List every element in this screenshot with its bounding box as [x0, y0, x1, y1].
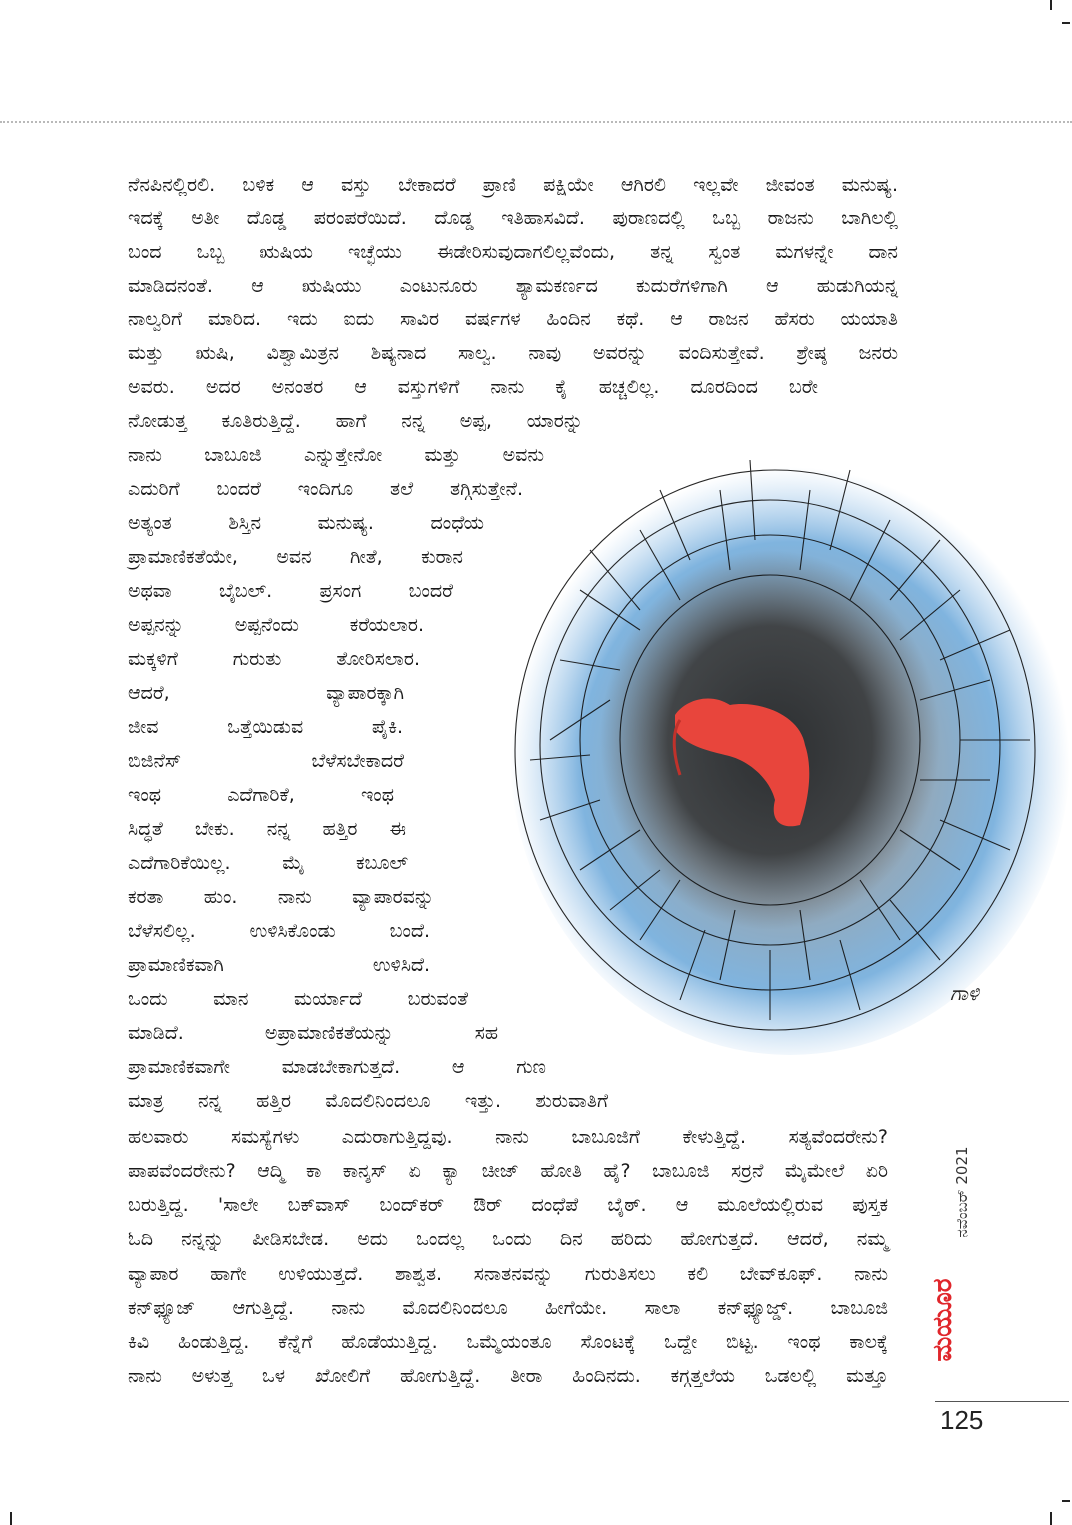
body-line: ಬರುತ್ತಿದ್ದ. 'ಸಾಲೇ ಬಕ್‌ವಾಸ್ ಬಂದ್‌ಕರ್ ಔರ್ ದಂಧೆಪೆ ಬೈಠ್. ಆ ಮೂಲೆಯಲ್ಲಿರುವ ಪುಸ್ತಕ: [128, 1194, 888, 1216]
body-line: ಅಥವಾ ಬೈಬಲ್. ಪ್ರಸಂಗ ಬಂದರೆ: [128, 580, 453, 602]
body-line: ಅಪ್ಪನನ್ನು ಅಪ್ಪನೆಂದು ಕರೆಯಲಾರ.: [128, 614, 424, 636]
signature: ಗಾಳಿ: [950, 981, 979, 1005]
body-line: ಪ್ರಾಮಾಣಿಕವಾಗೇ ಮಾಡಬೇಕಾಗುತ್ತದೆ. ಆ ಗುಣ: [128, 1056, 546, 1078]
body-line: ಸಿದ್ಧತೆ ಬೇಕು. ನನ್ನ ಹತ್ತಿರ ಈ: [128, 818, 406, 840]
body-line: ಕಿವಿ ಹಿಂಡುತ್ತಿದ್ದ. ಕೆನ್ನೆಗೆ ಹೊಡೆಯುತ್ತಿದ್ದ. ಒಮ್ಮೆಯಂತೂ ಸೊಂಟಕ್ಕೆ ಒದ್ದೇ ಬಿಟ್ಟ. ಇಂಥ ಕಾಲಕ್ಕೆ: [128, 1331, 888, 1353]
body-line: ಎದುರಿಗೆ ಬಂದರೆ ಇಂದಿಗೂ ತಲೆ ತಗ್ಗಿಸುತ್ತೇನೆ.: [128, 478, 523, 500]
body-line: ಬೆಳೆಸಲಿಲ್ಲ. ಉಳಿಸಿಕೊಂಡು ಬಂದೆ.: [128, 920, 430, 942]
page-number-rule: [935, 1401, 1069, 1402]
body-line: ಅತ್ಯಂತ ಶಿಸ್ತಿನ ಮನುಷ್ಯ. ದಂಧೆಯ: [128, 512, 484, 534]
page-number: 125: [940, 1405, 984, 1435]
body-line: ಹಲವಾರು ಸಮಸ್ಯೆಗಳು ಎದುರಾಗುತ್ತಿದ್ದವು. ನಾನು ಬಾಬೂಜಿಗೆ ಕೇಳುತ್ತಿದ್ದೆ. ಸತ್ಯವೆಂದರೇನು?: [128, 1126, 888, 1148]
body-line: ಇದಕ್ಕೆ ಅತೀ ದೊಡ್ಡ ಪರಂಪರೆಯಿದೆ. ದೊಡ್ಡ ಇತಿಹಾಸವಿದೆ. ಪುರಾಣದಲ್ಲಿ ಒಬ್ಬ ರಾಜನು ಬಾಗಿಲಲ್ಲಿ: [128, 207, 898, 229]
issue-month: ನವೆಂಬರ್ 2021: [953, 1146, 971, 1238]
body-line: ವ್ಯಾಪಾರ ಹಾಗೇ ಉಳಿಯುತ್ತದೆ. ಶಾಶ್ವತ. ಸನಾತನವನ್ನು ಗುರುತಿಸಲು ಕಲಿ ಬೇವ್‌ಕೂಫ್. ನಾನು: [128, 1263, 888, 1285]
crop-mark-bottom-right-v: [1050, 1512, 1052, 1525]
body-line: ಅವರು. ಅದರ ಅನಂತರ ಆ ವಸ್ತುಗಳಿಗೆ ನಾನು ಕೈ ಹಚ್ಚಲಿಲ್ಲ. ದೂರದಿಂದ ಬರೇ: [128, 376, 818, 398]
body-line: ಆದರೆ, ವ್ಯಾಪಾರಕ್ಕಾಗಿ: [128, 682, 404, 704]
body-line: ನೋಡುತ್ತ ಕೂತಿರುತ್ತಿದ್ದೆ. ಹಾಗೆ ನನ್ನ ಅಪ್ಪ, ಯಾರನ್ನು: [128, 410, 583, 432]
body-line: ಮಕ್ಕಳಿಗೆ ಗುರುತು ತೋರಿಸಲಾರ.: [128, 648, 420, 670]
body-line: ಬಿಜಿನೆಸ್ ಬೆಳೆಸಬೇಕಾದರೆ: [128, 750, 404, 772]
body-line: ನೆನಪಿನಲ್ಲಿರಲಿ. ಬಳಿಕ ಆ ವಸ್ತು ಬೇಕಾದರೆ ಪ್ರಾಣಿ ಪಕ್ಷಿಯೇ ಆಗಿರಲಿ ಇಲ್ಲವೇ ಜೀವಂತ ಮನುಷ್ಯ.: [128, 174, 898, 196]
body-line: ನಾನು ಬಾಬೂಜಿ ಎನ್ನುತ್ತೇನೋ ಮತ್ತು ಅವನು: [128, 444, 544, 466]
body-line: ಪಾಪವೆಂದರೇನು? ಆದ್ಮಿ ಕಾ ಕಾನ್ಶಸ್ ಏ ಕ್ಯಾ ಚೀಜ್ ಹೋತಿ ಹೈ? ಬಾಬೂಜಿ ಸರ್ರನೆ ಮೈಮೇಲೆ ಏರಿ: [128, 1160, 888, 1182]
crop-mark-top-right-v: [1050, 0, 1052, 10]
body-line: ಮತ್ತು ಋಷಿ, ವಿಶ್ವಾಮಿತ್ರನ ಶಿಷ್ಯನಾದ ಸಾಲ್ವ. ನಾವು ಅವರನ್ನು ವಂದಿಸುತ್ತೇವೆ. ಶ್ರೇಷ್ಠ ಜನರು: [128, 342, 898, 364]
body-line: ಪ್ರಾಮಾಣಿಕತೆಯೇ, ಅವನ ಗೀತೆ, ಕುರಾನ: [128, 546, 463, 568]
body-line: ಇಂಥ ಎದೆಗಾರಿಕೆ, ಇಂಥ: [128, 784, 394, 806]
crop-mark-top-right-h: [1062, 22, 1070, 24]
body-line: ಪ್ರಾಮಾಣಿಕವಾಗಿ ಉಳಿಸಿದೆ.: [128, 954, 430, 976]
body-line: ಕನ್‌ಫ್ಯೂಜ್ ಆಗುತ್ತಿದ್ದೆ. ನಾನು ಮೊದಲಿನಿಂದಲೂ ಹೀಗೆಯೇ. ಸಾಲಾ ಕನ್‌ಫ್ಯೂಜ್ಡ್. ಬಾಬೂಜಿ: [128, 1297, 888, 1319]
body-line: ಮಾಡಿದೆ. ಅಪ್ರಾಮಾಣಿಕತೆಯನ್ನು ಸಹ: [128, 1022, 498, 1044]
body-line: ಮಾಡಿದನಂತೆ. ಆ ಋಷಿಯು ಎಂಟುನೂರು ಶ್ಯಾಮಕರ್ಣದ ಕುದುರೆಗಳಿಗಾಗಿ ಆ ಹುಡುಗಿಯನ್ನ: [128, 275, 898, 297]
body-line: ಓದಿ ನನ್ನನ್ನು ಪೀಡಿಸಬೇಡ. ಅದು ಒಂದಲ್ಲ ಒಂದು ದಿನ ಹರಿದು ಹೋಗುತ್ತದೆ. ಆದರೆ, ನಮ್ಮ: [128, 1228, 888, 1250]
well-illustration: [470, 400, 1070, 1100]
body-line: ಒಂದು ಮಾನ ಮರ್ಯಾದೆ ಬರುವಂತೆ: [128, 988, 468, 1010]
crop-mark-bottom-left: [10, 1512, 12, 1525]
body-line: ಬಂದ ಒಬ್ಬ ಋಷಿಯ ಇಚ್ಛೆಯು ಈಡೇರಿಸುವುದಾಗಲಿಲ್ಲವೆಂದು, ತನ್ನ ಸ್ವಂತ ಮಗಳನ್ನೇ ದಾನ: [128, 241, 898, 263]
body-line: ಕರತಾ ಹುಂ. ನಾನು ವ್ಯಾಪಾರವನ್ನು: [128, 886, 434, 908]
crop-mark-bottom-right-h: [1062, 1500, 1070, 1502]
magazine-brand: ಮಯೂರ: [928, 1278, 958, 1362]
dotted-header-rule: [0, 121, 1072, 123]
body-line: ಜೀವ ಒತ್ತೆಯಿಡುವ ಪೈಕಿ.: [128, 716, 403, 738]
body-line: ಎದೆಗಾರಿಕೆಯಿಲ್ಲ. ಮೈ ಕಬೂಲ್: [128, 852, 408, 874]
body-line: ಮಾತ್ರ ನನ್ನ ಹತ್ತಿರ ಮೊದಲಿನಿಂದಲೂ ಇತ್ತು. ಶುರುವಾತಿಗೆ: [128, 1090, 608, 1112]
body-line: ನಾನು ಅಳುತ್ತ ಒಳ ಖೋಲಿಗೆ ಹೋಗುತ್ತಿದ್ದೆ. ತೀರಾ ಹಿಂದಿನದು. ಕಗ್ಗತ್ತಲೆಯ ಒಡಲಲ್ಲಿ ಮತ್ತೂ: [128, 1365, 888, 1387]
body-line: ನಾಲ್ವರಿಗೆ ಮಾರಿದ. ಇದು ಐದು ಸಾವಿರ ವರ್ಷಗಳ ಹಿಂದಿನ ಕಥೆ. ಆ ರಾಜನ ಹೆಸರು ಯಯಾತಿ: [128, 308, 898, 330]
